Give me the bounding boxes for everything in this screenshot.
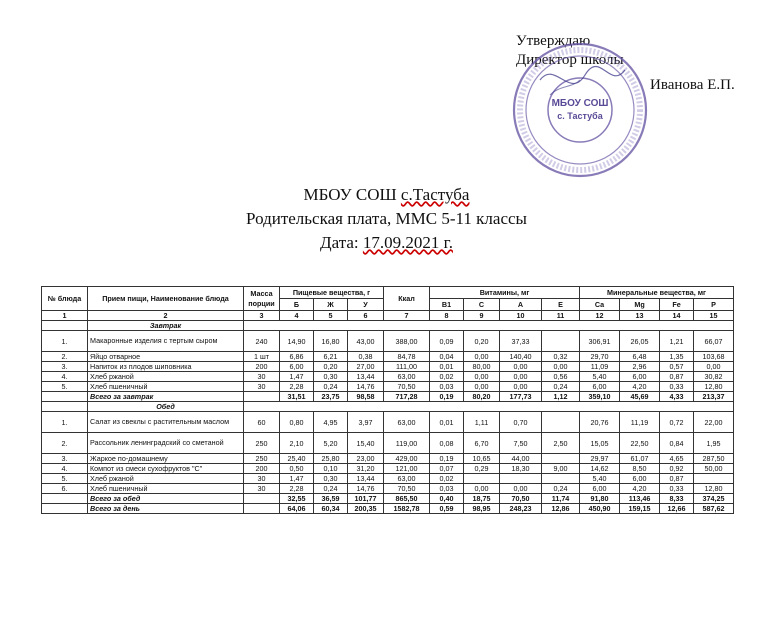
value-mg: 4,20 [620, 484, 660, 494]
total-ca: 359,10 [580, 392, 620, 402]
empty-cell [244, 402, 734, 412]
value-fe: 0,87 [660, 372, 694, 382]
value-fe: 0,92 [660, 464, 694, 474]
value-a: 0,00 [500, 362, 542, 372]
value-e: 0,24 [542, 484, 580, 494]
value-e: 0,56 [542, 372, 580, 382]
table-row [42, 362, 734, 372]
header-minerals: Минеральные вещества, мг [580, 287, 734, 299]
value-c: 0,00 [464, 352, 500, 362]
value-b: 6,00 [280, 362, 314, 372]
menu-table [41, 286, 734, 514]
header-e: E [542, 299, 580, 311]
column-number: 9 [464, 311, 500, 321]
total-a: 177,73 [500, 392, 542, 402]
empty-cell [42, 504, 88, 514]
value-k: 429,00 [384, 454, 430, 464]
value-fe: 0,33 [660, 382, 694, 392]
header-mg: Mg [620, 299, 660, 311]
value-ca: 20,76 [580, 412, 620, 433]
value-p [694, 474, 734, 484]
value-u: 0,38 [348, 352, 384, 362]
value-c: 6,70 [464, 433, 500, 454]
header-num: № блюда [42, 287, 88, 311]
header-u: У [348, 299, 384, 311]
dish-name: Жаркое по-домашнему [88, 454, 244, 464]
value-a: 0,00 [500, 484, 542, 494]
total-mg: 159,15 [620, 504, 660, 514]
value-b1: 0,08 [430, 433, 464, 454]
value-mg: 8,50 [620, 464, 660, 474]
school-place: с.Тастуба [400, 185, 470, 204]
value-mg: 6,00 [620, 474, 660, 484]
value-ca: 6,00 [580, 382, 620, 392]
table-row [42, 474, 734, 484]
value-b1: 0,07 [430, 464, 464, 474]
total-fe: 4,33 [660, 392, 694, 402]
value-zh: 4,95 [314, 412, 348, 433]
value-k: 388,00 [384, 331, 430, 352]
dish-name: Рассольник ленинградский со сметаной [88, 433, 244, 454]
total-zh: 60,34 [314, 504, 348, 514]
header-fe: Fe [660, 299, 694, 311]
value-zh: 0,24 [314, 484, 348, 494]
date-line [0, 232, 773, 253]
total-mg: 45,69 [620, 392, 660, 402]
value-u: 31,20 [348, 464, 384, 474]
value-p: 1,95 [694, 433, 734, 454]
value-ca: 14,62 [580, 464, 620, 474]
header-kcal: Ккал [384, 287, 430, 311]
empty-cell [244, 494, 280, 504]
value-zh: 0,30 [314, 372, 348, 382]
value-k: 121,00 [384, 464, 430, 474]
value-fe: 1,35 [660, 352, 694, 362]
value-k: 70,50 [384, 484, 430, 494]
section-label: Завтрак [88, 321, 244, 331]
value-ca: 29,97 [580, 454, 620, 464]
dish-name: Хлеб ржаной [88, 474, 244, 484]
dish-mass: 200 [244, 362, 280, 372]
value-u: 13,44 [348, 372, 384, 382]
column-number: 14 [660, 311, 694, 321]
dish-mass: 240 [244, 331, 280, 352]
column-number: 2 [88, 311, 244, 321]
table-row [42, 454, 734, 464]
empty-cell [42, 494, 88, 504]
value-fe: 0,84 [660, 433, 694, 454]
dish-mass: 200 [244, 464, 280, 474]
column-number: 11 [542, 311, 580, 321]
value-zh: 16,80 [314, 331, 348, 352]
value-e: 0,00 [542, 362, 580, 372]
total-c: 98,95 [464, 504, 500, 514]
value-zh: 6,21 [314, 352, 348, 362]
total-fe: 8,33 [660, 494, 694, 504]
school-stamp [510, 40, 650, 180]
total-p: 587,62 [694, 504, 734, 514]
table-row [42, 382, 734, 392]
value-e: 0,24 [542, 382, 580, 392]
value-b: 1,47 [280, 474, 314, 484]
total-label: Всего за день [88, 504, 244, 514]
dish-name: Макаронные изделия с тертым сыром [88, 331, 244, 352]
total-c: 18,75 [464, 494, 500, 504]
value-u: 15,40 [348, 433, 384, 454]
value-zh: 5,20 [314, 433, 348, 454]
total-fe: 12,66 [660, 504, 694, 514]
total-b: 64,06 [280, 504, 314, 514]
value-a: 18,30 [500, 464, 542, 474]
dish-mass: 250 [244, 454, 280, 464]
stamp-center-line-2: с. Тастуба [557, 111, 603, 121]
day-total-row [42, 504, 734, 514]
value-a: 7,50 [500, 433, 542, 454]
empty-cell [244, 504, 280, 514]
value-e: 9,00 [542, 464, 580, 474]
dish-mass: 1 шт [244, 352, 280, 362]
total-p: 374,25 [694, 494, 734, 504]
total-c: 80,20 [464, 392, 500, 402]
value-c: 0,00 [464, 484, 500, 494]
total-k: 717,28 [384, 392, 430, 402]
dish-number: 3. [42, 454, 88, 464]
lunch-section-row [42, 402, 734, 412]
value-zh: 0,30 [314, 474, 348, 484]
column-number: 3 [244, 311, 280, 321]
column-number: 8 [430, 311, 464, 321]
dish-name: Напиток из плодов шиповника [88, 362, 244, 372]
table-row [42, 484, 734, 494]
value-fe: 0,33 [660, 484, 694, 494]
value-a: 0,00 [500, 372, 542, 382]
header-nutrients: Пищевые вещества, г [280, 287, 384, 299]
value-fe: 1,21 [660, 331, 694, 352]
director-name: Иванова Е.П. [650, 77, 735, 93]
value-e [542, 454, 580, 464]
value-b1: 0,02 [430, 372, 464, 382]
value-b1: 0,01 [430, 362, 464, 372]
value-mg: 6,48 [620, 352, 660, 362]
dish-name: Салат из свеклы с растительным маслом [88, 412, 244, 433]
empty-cell [42, 402, 88, 412]
value-k: 119,00 [384, 433, 430, 454]
dish-number: 1. [42, 412, 88, 433]
value-mg: 4,20 [620, 382, 660, 392]
value-ca: 6,00 [580, 484, 620, 494]
value-c [464, 474, 500, 484]
header-ca: Ca [580, 299, 620, 311]
value-ca: 11,09 [580, 362, 620, 372]
value-b1: 0,03 [430, 484, 464, 494]
value-u: 13,44 [348, 474, 384, 484]
empty-cell [244, 392, 280, 402]
value-mg: 26,05 [620, 331, 660, 352]
dish-mass: 30 [244, 382, 280, 392]
stamp-center-line-1: МБОУ СОШ [551, 98, 609, 109]
dish-number: 5. [42, 382, 88, 392]
value-e: 2,50 [542, 433, 580, 454]
approval-line-2: Директор школы [516, 52, 624, 68]
value-k: 111,00 [384, 362, 430, 372]
value-a [500, 474, 542, 484]
value-e [542, 331, 580, 352]
value-zh: 25,80 [314, 454, 348, 464]
dish-number: 3. [42, 362, 88, 372]
total-e: 12,86 [542, 504, 580, 514]
value-zh: 0,20 [314, 362, 348, 372]
value-b1: 0,03 [430, 382, 464, 392]
table-row [42, 464, 734, 474]
value-ca: 5,40 [580, 474, 620, 484]
column-number: 12 [580, 311, 620, 321]
value-b: 2,28 [280, 484, 314, 494]
total-b: 31,51 [280, 392, 314, 402]
total-e: 11,74 [542, 494, 580, 504]
value-e [542, 474, 580, 484]
section-label: Обед [88, 402, 244, 412]
header-p: P [694, 299, 734, 311]
value-fe: 0,72 [660, 412, 694, 433]
dish-mass: 60 [244, 412, 280, 433]
header-c: C [464, 299, 500, 311]
value-mg: 2,96 [620, 362, 660, 372]
dish-number: 6. [42, 484, 88, 494]
header-b: Б [280, 299, 314, 311]
dish-mass: 30 [244, 484, 280, 494]
header-vitamins: Витамины, мг [430, 287, 580, 299]
date-value: 17.09.2021 г. [362, 233, 453, 252]
total-label: Всего за завтрак [88, 392, 244, 402]
total-b1: 0,40 [430, 494, 464, 504]
value-k: 63,00 [384, 474, 430, 484]
subtitle: Родительская плата, ММС 5-11 классы [246, 209, 527, 228]
value-b1: 0,19 [430, 454, 464, 464]
value-p: 103,68 [694, 352, 734, 362]
header-a: A [500, 299, 542, 311]
value-b1: 0,04 [430, 352, 464, 362]
total-zh: 23,75 [314, 392, 348, 402]
value-mg: 61,07 [620, 454, 660, 464]
value-fe: 4,65 [660, 454, 694, 464]
dish-number: 4. [42, 464, 88, 474]
total-k: 1582,78 [384, 504, 430, 514]
value-ca: 5,40 [580, 372, 620, 382]
value-u: 14,76 [348, 484, 384, 494]
value-c: 0,00 [464, 372, 500, 382]
value-b: 6,86 [280, 352, 314, 362]
dish-number: 2. [42, 352, 88, 362]
column-number: 4 [280, 311, 314, 321]
value-c: 10,65 [464, 454, 500, 464]
value-b1: 0,02 [430, 474, 464, 484]
value-b: 25,40 [280, 454, 314, 464]
value-fe: 0,87 [660, 474, 694, 484]
value-k: 84,78 [384, 352, 430, 362]
date-label: Дата: [320, 233, 363, 252]
table-row [42, 412, 734, 433]
table-row [42, 352, 734, 362]
value-zh: 0,24 [314, 382, 348, 392]
dish-name: Хлеб пшеничный [88, 484, 244, 494]
dish-name: Хлеб ржаной [88, 372, 244, 382]
table-row [42, 433, 734, 454]
value-b: 1,47 [280, 372, 314, 382]
value-u: 14,76 [348, 382, 384, 392]
empty-cell [42, 392, 88, 402]
value-c: 0,29 [464, 464, 500, 474]
value-ca: 15,05 [580, 433, 620, 454]
value-b: 2,28 [280, 382, 314, 392]
header-meal: Прием пищи, Наименование блюда [88, 287, 244, 311]
value-c: 1,11 [464, 412, 500, 433]
approval-line-1: Утверждаю [516, 33, 591, 49]
column-number: 6 [348, 311, 384, 321]
total-e: 1,12 [542, 392, 580, 402]
school-title [0, 184, 773, 205]
value-c: 80,00 [464, 362, 500, 372]
total-b: 32,55 [280, 494, 314, 504]
total-label: Всего за обед [88, 494, 244, 504]
total-zh: 36,59 [314, 494, 348, 504]
table-row [42, 331, 734, 352]
total-a: 70,50 [500, 494, 542, 504]
value-mg: 22,50 [620, 433, 660, 454]
dish-mass: 250 [244, 433, 280, 454]
total-p: 213,37 [694, 392, 734, 402]
value-p: 66,07 [694, 331, 734, 352]
total-u: 200,35 [348, 504, 384, 514]
lunch-total-row [42, 494, 734, 504]
value-a: 37,33 [500, 331, 542, 352]
header-mass: Масса порции [244, 287, 280, 311]
column-number: 13 [620, 311, 660, 321]
value-p: 22,00 [694, 412, 734, 433]
value-fe: 0,57 [660, 362, 694, 372]
breakfast-section-row [42, 321, 734, 331]
value-p: 0,00 [694, 362, 734, 372]
value-e [542, 412, 580, 433]
value-a: 140,40 [500, 352, 542, 362]
column-number: 10 [500, 311, 542, 321]
column-number: 7 [384, 311, 430, 321]
dish-name: Хлеб пшеничный [88, 382, 244, 392]
column-number: 15 [694, 311, 734, 321]
total-k: 865,50 [384, 494, 430, 504]
column-number: 1 [42, 311, 88, 321]
value-b: 2,10 [280, 433, 314, 454]
total-a: 248,23 [500, 504, 542, 514]
dish-number: 1. [42, 331, 88, 352]
breakfast-total-row [42, 392, 734, 402]
value-p: 30,82 [694, 372, 734, 382]
dish-name: Компот из смеси сухофруктов "С" [88, 464, 244, 474]
value-u: 23,00 [348, 454, 384, 464]
value-b1: 0,01 [430, 412, 464, 433]
value-mg: 11,19 [620, 412, 660, 433]
total-mg: 113,46 [620, 494, 660, 504]
value-u: 43,00 [348, 331, 384, 352]
header-zh: Ж [314, 299, 348, 311]
total-ca: 91,80 [580, 494, 620, 504]
value-b: 0,80 [280, 412, 314, 433]
dish-number: 4. [42, 372, 88, 382]
total-b1: 0,19 [430, 392, 464, 402]
dish-mass: 30 [244, 474, 280, 484]
value-u: 27,00 [348, 362, 384, 372]
value-mg: 6,00 [620, 372, 660, 382]
dish-mass: 30 [244, 372, 280, 382]
dish-number: 5. [42, 474, 88, 484]
dish-number: 2. [42, 433, 88, 454]
dish-name: Яйцо отварное [88, 352, 244, 362]
value-k: 63,00 [384, 372, 430, 382]
value-k: 63,00 [384, 412, 430, 433]
value-b: 0,50 [280, 464, 314, 474]
value-b1: 0,09 [430, 331, 464, 352]
value-p: 287,50 [694, 454, 734, 464]
total-u: 98,58 [348, 392, 384, 402]
column-numbers-row [42, 311, 734, 321]
value-p: 12,80 [694, 382, 734, 392]
column-number: 5 [314, 311, 348, 321]
total-b1: 0,59 [430, 504, 464, 514]
value-e: 0,32 [542, 352, 580, 362]
value-c: 0,00 [464, 382, 500, 392]
value-c: 0,20 [464, 331, 500, 352]
value-b: 14,90 [280, 331, 314, 352]
value-a: 44,00 [500, 454, 542, 464]
value-k: 70,50 [384, 382, 430, 392]
total-ca: 450,90 [580, 504, 620, 514]
empty-cell [244, 321, 734, 331]
value-ca: 306,91 [580, 331, 620, 352]
value-ca: 29,70 [580, 352, 620, 362]
value-zh: 0,10 [314, 464, 348, 474]
signature [540, 66, 625, 83]
table-row [42, 372, 734, 382]
header-b1: B1 [430, 299, 464, 311]
value-p: 12,80 [694, 484, 734, 494]
value-u: 3,97 [348, 412, 384, 433]
value-a: 0,00 [500, 382, 542, 392]
total-u: 101,77 [348, 494, 384, 504]
empty-cell [42, 321, 88, 331]
value-p: 50,00 [694, 464, 734, 474]
school-prefix: МБОУ СОШ [303, 185, 401, 204]
value-a: 0,70 [500, 412, 542, 433]
